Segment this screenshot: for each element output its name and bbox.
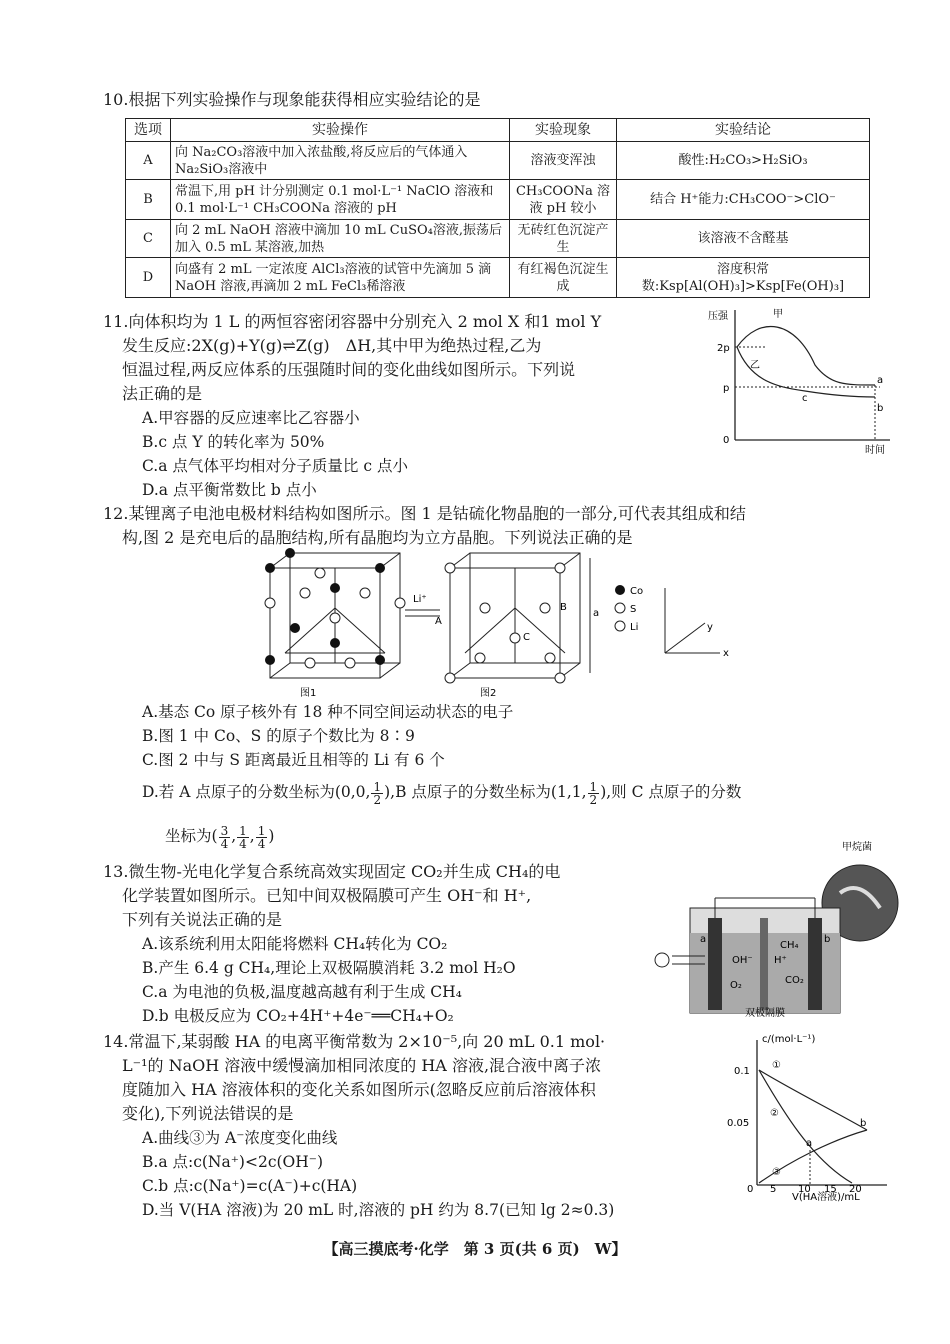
q14-line: 度随加入 HA 溶液体积的变化关系如图所示(忽略反应前后溶液体积 (122, 1080, 596, 1099)
q11-option-b: B.c 点 Y 的转化率为 50% (142, 433, 325, 451)
q14-ylabel: c/(mol·L⁻¹) (762, 1034, 816, 1045)
q11-y-p: p (723, 383, 730, 394)
q14-ytick-0.05: 0.05 (727, 1118, 750, 1129)
frac-den: 4 (239, 836, 247, 851)
q13-label-o2: O₂ (730, 980, 742, 991)
q14-xtick: 5 (770, 1184, 777, 1195)
frac-num: 1 (257, 823, 266, 838)
legend-co: Co (630, 586, 644, 597)
q14-concentration-graph (722, 1030, 897, 1205)
q14-label-2: ② (770, 1108, 779, 1119)
row-phenomenon: 无砖红色沉淀产生 (510, 220, 617, 258)
q14-line: 14.常温下,某弱酸 HA 的电离平衡常数为 2×10⁻⁵,向 20 mL 0.1 mol· (103, 1032, 606, 1051)
q11-option-c: C.a 点气体平均相对分子质量比 c 点小 (142, 457, 408, 475)
q14-point-a: a (806, 1138, 813, 1149)
frac-num: 3 (220, 823, 229, 838)
q12-option-b: B.图 1 中 Co、S 的原子个数比为 8∶9 (142, 727, 415, 745)
q14-curve-1 (759, 1070, 867, 1130)
q13-label-a: a (700, 934, 707, 945)
q11-label-yi: 乙 (750, 360, 760, 371)
q11-line: 法正确的是 (122, 384, 203, 403)
q12-option-c: C.图 2 中与 S 距离最近且相等的 Li 有 6 个 (142, 751, 445, 769)
q12-line: 12.某锂离子电池电极材料结构如图所示。图 1 是钴硫化物晶胞的一部分,可代表其组成和结 (103, 504, 746, 523)
q13-line: 下列有关说法正确的是 (122, 910, 283, 929)
q13-cell-figure (650, 838, 900, 1020)
sun-icon (655, 953, 669, 967)
q13-label-membrane: 双极隔膜 (745, 1008, 785, 1019)
q13-option-a: A.该系统利用太阳能将燃料 CH₄转化为 CO₂ (142, 935, 448, 953)
q12-option-d-part: 坐标为( (165, 827, 218, 845)
row-phenomenon: CH₃COONa 溶液 pH 较小 (510, 180, 617, 220)
row-option: B (126, 180, 171, 220)
frac-num: 1 (589, 779, 598, 794)
q13-label-ch4: CH₄ (780, 940, 799, 951)
row-option: C (126, 220, 171, 258)
row-operation: 向 Na₂CO₃溶液中加入浓盐酸,将反应后的气体通入 Na₂SiO₃溶液中 (171, 142, 510, 180)
frac-num: 1 (239, 823, 247, 838)
header-phenomenon: 实验现象 (510, 119, 617, 142)
q11-point-c: c (802, 393, 808, 404)
table-header-row (126, 119, 870, 142)
q12-option-a: A.基态 Co 原子核外有 18 种不同空间运动状态的电子 (142, 703, 514, 721)
table-row (126, 142, 870, 180)
row-option: A (126, 142, 171, 180)
q11-xlabel: 时间 (865, 445, 885, 455)
row-conclusion: 溶度积常数:Ksp[Al(OH)₃]>Ksp[Fe(OH)₃] (617, 258, 870, 298)
row-conclusion: 酸性:H₂CO₃>H₂SiO₃ (617, 142, 870, 180)
q13-line: 13.微生物-光电化学复合系统高效实现固定 CO₂并生成 CH₄的电 (103, 862, 561, 881)
q11-curve-yi (737, 347, 875, 397)
header-conclusion: 实验结论 (617, 119, 870, 142)
row-conclusion: 该溶液不含醛基 (617, 220, 870, 258)
q12-option-d-part: D.若 A 点原子的分数坐标为(0,0, (142, 783, 371, 801)
q13-membrane (760, 918, 768, 1010)
q13-electrode-a (708, 918, 722, 1010)
q10-table (125, 118, 870, 298)
q12-axis-x: x (723, 648, 729, 659)
q12-option-d (142, 776, 741, 808)
frac-den: 4 (220, 836, 229, 851)
q14-xtick: 15 (824, 1184, 837, 1195)
q13-label-oh: OH⁻ (732, 955, 753, 966)
q14-line: L⁻¹的 NaOH 溶液中缓慢滴加相同浓度的 HA 溶液,混合液中离子浓 (122, 1056, 602, 1075)
row-phenomenon: 有红褐色沉淀生成 (510, 258, 617, 298)
legend-co-marker (615, 585, 625, 595)
q11-curve-jia (737, 326, 875, 385)
q11-ylabel: 压强 (708, 311, 728, 322)
q11-y-2p: 2p (717, 343, 730, 354)
header-operation: 实验操作 (171, 119, 510, 142)
q11-point-a: a (877, 375, 884, 386)
legend-s: S (630, 604, 637, 615)
q11-line: 11.向体积均为 1 L 的两恒容密闭容器中分别充入 2 mol X 和1 mol Y (103, 312, 602, 331)
q12-fig2-label: 图2 (480, 688, 497, 699)
row-operation: 向 2 mL NaOH 溶液中滴加 10 mL CuSO₄溶液,振荡后加入 0.5 mL 某溶液,加热 (171, 220, 510, 258)
q13-label-methanogen: 甲烷菌 (842, 842, 872, 853)
row-conclusion: 结合 H⁺能力:CH₃COO⁻>ClO⁻ (617, 180, 870, 220)
q13-line: 化学装置如图所示。已知中间双极隔膜可产生 OH⁻和 H⁺, (122, 886, 532, 905)
legend-li: Li (630, 622, 639, 633)
q14-line: 变化),下列说法错误的是 (122, 1104, 294, 1123)
q14-option-c: C.b 点:c(Na⁺)=c(A⁻)+c(HA) (142, 1177, 358, 1195)
legend-li-marker (615, 621, 625, 631)
legend-s-marker (615, 603, 625, 613)
fraction (371, 781, 383, 806)
q14-xtick: 20 (849, 1184, 862, 1195)
q14-ytick-0.1: 0.1 (734, 1066, 750, 1077)
fraction (256, 825, 268, 850)
q11-line: 恒温过程,两反应体系的压强随时间的变化曲线如图所示。下列说 (122, 360, 576, 379)
q12-point-B: B (560, 602, 567, 613)
table-row (126, 180, 870, 220)
frac-den: 2 (589, 792, 598, 807)
q14-origin: 0 (747, 1184, 754, 1195)
q12-option-d-part: ) (268, 827, 275, 845)
q12-point-A: A (435, 616, 442, 627)
row-phenomenon: 溶液变浑浊 (510, 142, 617, 180)
q12-line: 构,图 2 是充电后的晶胞结构,所有晶胞均为立方晶胞。下列说法正确的是 (122, 528, 633, 547)
page-footer: 【高三摸底考·化学 第 3 页(共 6 页) W】 (323, 1240, 627, 1258)
fraction (237, 825, 249, 850)
q12-option-d-cont: 坐标为( $\frac{3}{4}$ , $\frac{1}{4}$ , $\frac{1}{4}$ ) (165, 823, 275, 851)
frac-den: 4 (257, 836, 266, 851)
frac-den: 2 (373, 792, 382, 807)
fraction (219, 825, 231, 850)
fraction (588, 781, 600, 806)
q12-option-d-part: ),则 C 点原子的分数 (600, 783, 742, 801)
q12-arrow-label: Li⁺ (413, 594, 427, 605)
q14-xlabel: V(HA溶液)/mL (792, 1192, 860, 1203)
q12-option-d-part: ),B 点原子的分数坐标为(1,1, (384, 783, 587, 801)
q13-label-b: b (824, 934, 831, 945)
row-operation: 常温下,用 pH 计分别测定 0.1 mol·L⁻¹ NaClO 溶液和 0.1 mol·L⁻¹ CH₃COONa 溶液的 pH (171, 180, 510, 220)
row-option: D (126, 258, 171, 298)
q11-option-a: A.甲容器的反应速率比乙容器小 (142, 409, 360, 427)
q11-pressure-graph (705, 305, 900, 455)
q14-option-d: D.当 V(HA 溶液)为 20 mL 时,溶液的 pH 约为 8.7(已知 lg 2≈0.3) (142, 1201, 615, 1219)
q14-option-a: A.曲线③为 A⁻浓度变化曲线 (142, 1129, 338, 1147)
q12-point-C: C (523, 632, 530, 643)
frac-num: 1 (373, 779, 382, 794)
q11-point-b: b (877, 403, 884, 414)
q14-point-b: b (860, 1118, 867, 1129)
q12-fig1-label: 图1 (300, 688, 317, 699)
q13-option-c: C.a 为电池的负极,温度越高越有利于生成 CH₄ (142, 983, 462, 1001)
q14-label-3: ③ (772, 1167, 781, 1178)
q13-option-b: B.产生 6.4 g CH₄,理论上双极隔膜消耗 3.2 mol H₂O (142, 959, 516, 977)
q11-label-jia: 甲 (773, 309, 783, 320)
row-operation: 向盛有 2 mL 一定浓度 AlCl₃溶液的试管中先滴加 5 滴 NaOH 溶液,再滴加 2 mL FeCl₃稀溶液 (171, 258, 510, 298)
q14-option-b: B.a 点:c(Na⁺)<2c(OH⁻) (142, 1153, 323, 1171)
q13-electrode-b (808, 918, 822, 1010)
header-option: 选项 (126, 119, 171, 142)
q11-origin: 0 (723, 435, 730, 446)
q13-label-h: H⁺ (774, 955, 787, 966)
q12-axis-y: y (707, 622, 713, 633)
q12-edge-a: a (593, 608, 600, 619)
q11-line: 发生反应:2X(g)+Y(g)⇌Z(g) ΔH,其中甲为绝热过程,乙为 (122, 336, 542, 355)
q14-xtick: 10 (798, 1184, 811, 1195)
q11-option-d: D.a 点平衡常数比 b 点小 (142, 481, 317, 499)
table-row (126, 220, 870, 258)
q13-option-d: D.b 电极反应为 CO₂+4H⁺+4e⁻══CH₄+O₂ (142, 1007, 454, 1025)
table-row (126, 258, 870, 298)
q13-label-co2: CO₂ (785, 975, 804, 986)
q14-label-1: ① (772, 1060, 781, 1071)
q12-crystal-figure (255, 548, 755, 700)
q10-stem: 10.根据下列实验操作与现象能获得相应实验结论的是 (103, 90, 481, 109)
